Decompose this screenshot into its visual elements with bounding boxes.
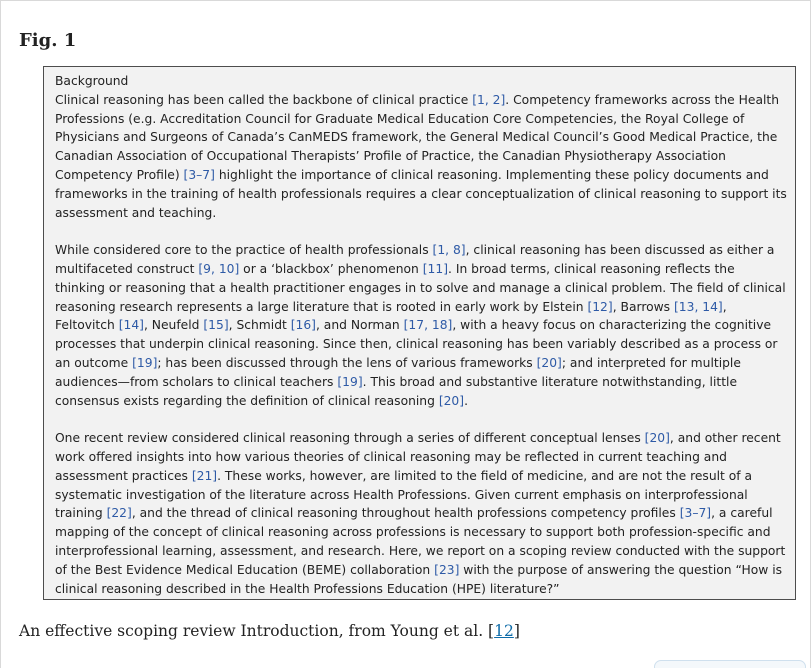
text-segment: ; has been discussed through the lens of various frameworks	[157, 355, 537, 370]
citation-link[interactable]: [9, 10]	[198, 261, 240, 276]
text-segment: Clinical reasoning has been called the backbone of clinical practice	[55, 92, 473, 107]
text-segment: . Competency frameworks across the Health Professions (e.g. Accreditation Council for Graduate Medical Education Core Competencies, the Royal College of Physicians and Surgeons of Canada’s CanMEDS framework, the General Medical Council’s Good Medical Practice, the Canadian Association of Occupational Therapists’ Profile of Practice, the Canadian Physiotherapy Association Competency Profile)	[55, 92, 780, 182]
citation-link[interactable]: [3–7]	[183, 167, 215, 182]
text-segment: . This broad and substantive literature notwithstanding, little consensus exists regarding the definition of clinical reasoning	[55, 374, 738, 408]
caption-text: An effective scoping review Introduction, from Young et al. [	[19, 622, 495, 640]
citation-link[interactable]: [12]	[587, 299, 613, 314]
citation-link[interactable]: [22]	[106, 506, 132, 521]
text-segment: , Schmidt	[228, 318, 291, 333]
citation-link[interactable]: [20]	[536, 355, 562, 370]
citation-link[interactable]: [1, 8]	[432, 243, 466, 258]
citation-link[interactable]: [15]	[203, 318, 229, 333]
second-paragraph	[55, 241, 787, 410]
third-paragraph	[55, 429, 787, 598]
text-segment: ; and interpreted for multiple audiences—from scholars to clinical teachers	[55, 355, 741, 389]
text-segment: While considered core to the practice of health professionals	[55, 243, 433, 258]
citation-link[interactable]: [19]	[132, 355, 158, 370]
citation-link[interactable]: [17, 18]	[403, 318, 453, 333]
background-paragraph	[55, 72, 787, 222]
text-segment: , and the thread of clinical reasoning throughout health professions competency profiles	[131, 506, 680, 521]
citation-link[interactable]: [20]	[644, 431, 670, 446]
bottom-scroll-element[interactable]	[654, 660, 806, 668]
caption-reference-link[interactable]: 12	[494, 622, 514, 640]
paragraph-body-2	[55, 241, 787, 410]
citation-link[interactable]: [11]	[422, 261, 448, 276]
text-segment: , clinical reasoning has been discussed as either a multifaceted construct	[55, 243, 775, 276]
citation-link[interactable]: [16]	[290, 318, 316, 333]
caption-close-bracket: ]	[513, 622, 520, 640]
text-segment: , with a heavy focus on characterizing the cognitive processes that underpin clinical reasoning. Since then, clinical reasoning has been variably described as a process or an outcome	[55, 318, 778, 370]
figure-image-panel	[43, 66, 796, 600]
text-segment: . In broad terms, clinical reasoning reflects the thinking or reasoning that a health practitioner engages in to solve and manage a clinical problem. The field of clinical reasoning research represents a large literature that is rooted in early work by Elstein	[55, 261, 786, 314]
text-segment: One recent review considered clinical reasoning through a series of different conceptual lenses	[55, 431, 645, 446]
text-segment: , Neufeld	[143, 318, 204, 333]
text-segment: , and Norman	[315, 318, 404, 333]
citation-link[interactable]: [13, 14]	[674, 299, 723, 314]
citation-link[interactable]: [1, 2]	[472, 92, 506, 107]
figure-label: Fig. 1	[19, 30, 77, 51]
citation-link[interactable]: [14]	[118, 318, 144, 333]
text-segment: highlight the importance of clinical reasoning. Implementing these policy documents and frameworks in the training of health professionals requires a clear conceptualization of clinical reasoning to support its assessment and teaching.	[55, 167, 787, 220]
paragraph-body-1	[55, 91, 787, 223]
text-segment: , and other recent work offered insights into how various theories of clinical reasoning may be reflected in current teaching and assessment practices	[55, 431, 781, 483]
text-segment: with the purpose of answering the question “How is clinical reasoning described in the Health Professions Education (HPE) literature?”	[55, 562, 783, 596]
citation-link[interactable]: [23]	[434, 562, 460, 577]
text-segment: , Barrows	[612, 299, 674, 314]
text-segment: , Feltovitch	[55, 299, 727, 333]
paragraph-body-3	[55, 429, 787, 598]
citation-link[interactable]: [3–7]	[679, 506, 712, 521]
text-segment: . These works, however, are limited to the field of medicine, and are not the result of a systematic investigation of the literature across Health Professions. Given current emphasis on interprofessional training	[55, 468, 753, 521]
text-segment: , a careful mapping of the concept of clinical reasoning across professions is necessary to support both profession-specific and interprofessional learning, assessment, and research. Here, we report on a scoping review conducted with the support of the Best Evidence Medical Education (BEME) collaboration	[55, 506, 786, 577]
citation-link[interactable]: [19]	[337, 374, 363, 389]
citation-link[interactable]: [20]	[438, 393, 465, 408]
citation-link[interactable]: [21]	[191, 468, 218, 483]
background-heading: Background	[55, 74, 129, 88]
text-segment: .	[464, 393, 468, 408]
figure-caption	[19, 622, 520, 640]
text-segment: or a ‘blackbox’ phenomenon	[239, 261, 423, 276]
